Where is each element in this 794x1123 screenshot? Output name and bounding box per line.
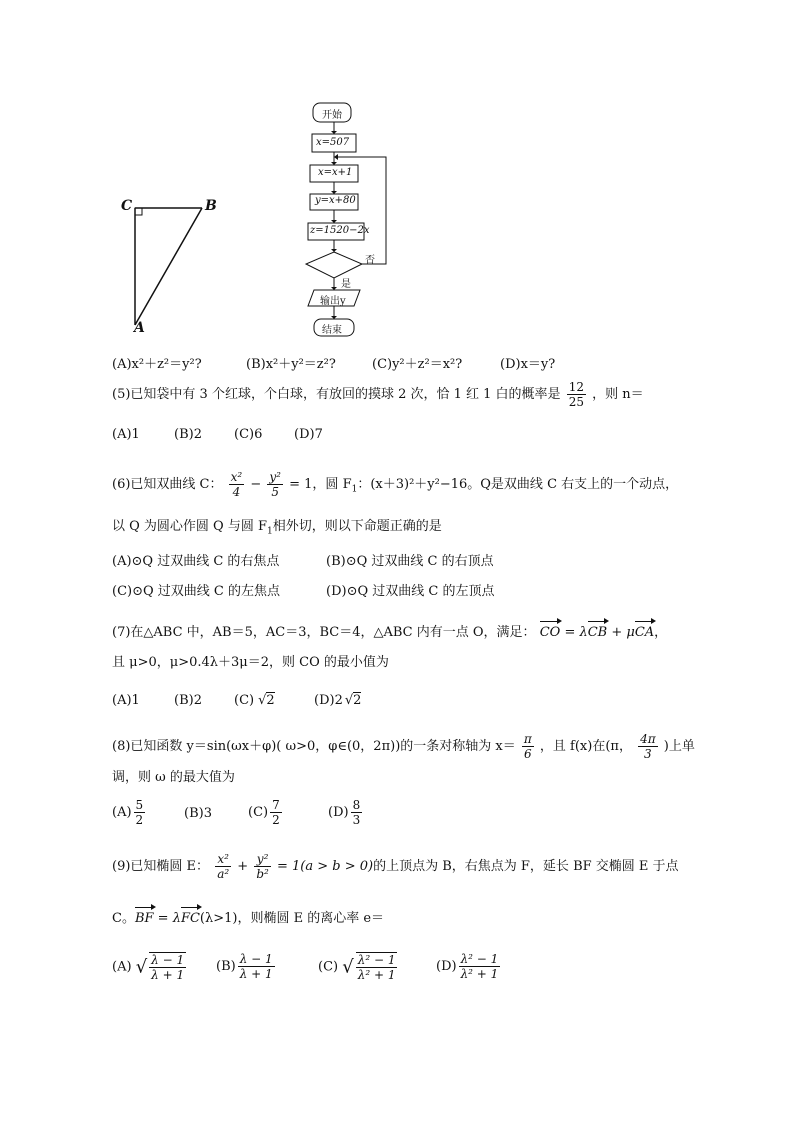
flow-init: x=507 bbox=[316, 137, 350, 148]
q8-stem-line2: 调，则 ω 的最大值为 bbox=[112, 770, 235, 785]
flow-step3: z=1520−2x bbox=[310, 225, 370, 236]
q9-option-d: (D) $\frac{\text{λ² − 1}}{\text{λ² + 1}}$ bbox=[436, 952, 499, 981]
q7-option-c: (C) √2 bbox=[234, 693, 275, 708]
q8-option-a: (A) $\frac{5}{2}$ bbox=[112, 798, 144, 827]
q7-option-a: (A)1 bbox=[112, 693, 140, 708]
q7-stem-line2: 且 μ>0，μ>0.4λ＋3μ＝2，则 CO 的最小值为 bbox=[112, 655, 389, 670]
q7-option-d: (D)2 √2 bbox=[314, 693, 362, 708]
q4-option-c: (C)y²＋z²＝x²? bbox=[372, 357, 463, 372]
triangle-label-c: C bbox=[121, 198, 133, 214]
triangle-label-b: B bbox=[205, 198, 217, 214]
flow-yes-label: 是 bbox=[341, 279, 351, 290]
q8-option-c: (C) $\frac{7}{2}$ bbox=[248, 798, 280, 827]
flow-end: 结束 bbox=[322, 325, 342, 336]
q8-option-d: (D) $\frac{8}{3}$ bbox=[328, 798, 361, 827]
triangle-label-a: A bbox=[134, 320, 145, 336]
q5-option-d: (D)7 bbox=[294, 427, 323, 442]
q8-stem-line1: (8)已知函数 y＝sin(ωx＋φ)( ω>0，φ∈(0，2π))的一条对称轴为 x＝ $\frac{\pi}{6}$ ，且 f(x)在(π， $\frac{4\pi}{3}$ )上单 bbox=[112, 732, 695, 761]
q9-stem-line1: (9)已知椭圆 E： $\frac{\text{x²}}{\text{a²}}$ + $\frac{\text{y²}}{\text{b²}}$ = 1(a > b > 0)的上顶点为 B，右焦点为 F，延长 BF 交椭圆 E 于点 bbox=[112, 852, 679, 881]
flow-step1: x=x+1 bbox=[318, 167, 353, 178]
q7-option-b: (B)2 bbox=[174, 693, 202, 708]
flow-step2: y=x+80 bbox=[315, 195, 356, 206]
q8-option-b: (B)3 bbox=[184, 806, 212, 821]
q4-option-d: (D)x＝y? bbox=[500, 357, 556, 372]
q5-option-c: (C)6 bbox=[234, 427, 263, 442]
q7-stem-line1: (7)在△ABC 中，AB＝5，AC＝3，BC＝4，△ABC 内有一点 O，满足： CO = λCB + μCA， bbox=[112, 620, 667, 643]
q6-option-a: (A)⊙Q 过双曲线 C 的右焦点 bbox=[112, 554, 280, 569]
q4-option-a: (A)x²＋z²＝y²? bbox=[112, 357, 202, 372]
q4-option-b: (B)x²＋y²＝z²? bbox=[246, 357, 336, 372]
q6-option-c: (C)⊙Q 过双曲线 C 的左焦点 bbox=[112, 584, 280, 599]
q9-stem-line2: C。BF = λFC(λ>1)，则椭圆 E 的离心率 e＝ bbox=[112, 906, 384, 929]
q6-option-b: (B)⊙Q 过双曲线 C 的右顶点 bbox=[326, 554, 494, 569]
q6-stem-line1: (6)已知双曲线 C： $\frac{\text{x²}}{4}$ − $\frac{\text{y²}}{5}$ = 1，圆 $F_1$：(x＋3)²＋y²−16。Q是双曲线 C 右支上的一个动点， bbox=[112, 470, 679, 499]
q9-option-a: (A) √ $\frac{\lambda - 1}{\lambda + 1}$ bbox=[112, 953, 185, 982]
q6-stem-line2: 以 Q 为圆心作圆 Q 与圆 $F_1$相外切，则以下命题正确的是 bbox=[112, 519, 442, 537]
q6-option-d: (D)⊙Q 过双曲线 C 的左顶点 bbox=[326, 584, 495, 599]
q5-option-a: (A)1 bbox=[112, 427, 140, 442]
q5-option-b: (B)2 bbox=[174, 427, 202, 442]
flow-output: 输出y bbox=[320, 296, 346, 307]
q5-fraction: $\frac{12}{25}$ bbox=[568, 380, 584, 409]
q9-option-c: (C) √ $\frac{\text{λ² − 1}}{\text{λ² + 1}}$ bbox=[318, 953, 396, 982]
q9-option-b: (B) $\frac{\lambda - 1}{\lambda + 1}$ bbox=[216, 952, 273, 981]
q5-stem: (5)已知袋中有 3 个红球，个白球，有放回的摸球 2 次，恰 1 红 1 白的概率是 $\frac{12}{25}$ ，则 n＝ bbox=[112, 380, 644, 409]
flow-no-label: 否 bbox=[365, 255, 375, 266]
flowchart-arrows bbox=[300, 100, 400, 340]
flow-start: 开始 bbox=[322, 110, 342, 121]
